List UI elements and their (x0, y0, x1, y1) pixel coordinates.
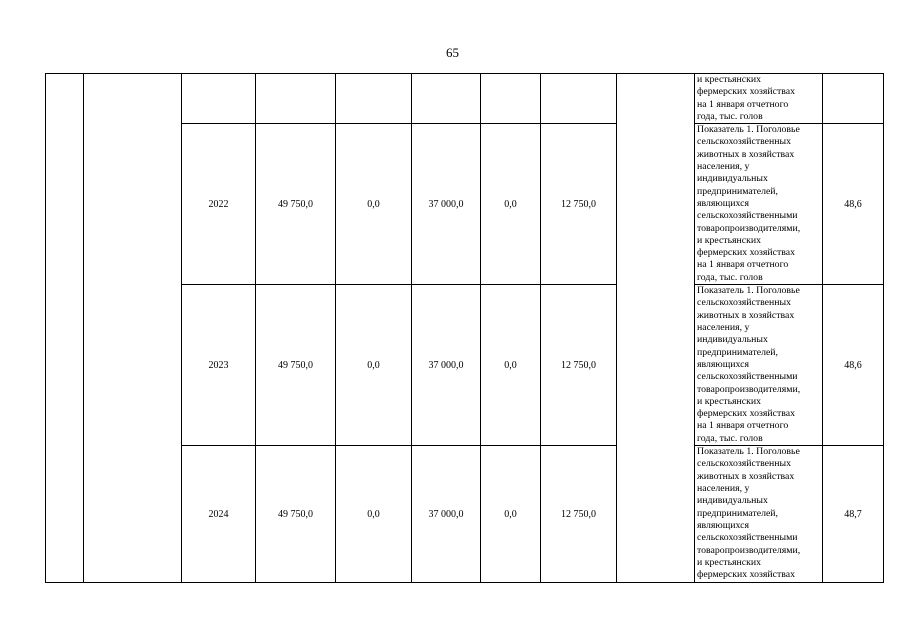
cell-regional-empty (412, 74, 481, 124)
table-row-continued (46, 74, 884, 124)
cell-indicator (695, 124, 823, 285)
cell-year: 2024 (182, 446, 256, 583)
cell-executor (617, 74, 695, 583)
cell-name (84, 74, 182, 583)
cell-other: 12 750,0 (541, 285, 617, 446)
cell-federal: 0,0 (336, 124, 412, 285)
page-number: 65 (446, 45, 459, 60)
cell-value: 48,6 (823, 285, 884, 446)
cell-federal-empty (336, 74, 412, 124)
cell-local: 0,0 (481, 124, 541, 285)
cell-total: 49 750,0 (256, 285, 336, 446)
cell-local: 0,0 (481, 446, 541, 583)
cell-other: 12 750,0 (541, 446, 617, 583)
cell-number (46, 74, 84, 583)
cell-indicator (695, 285, 823, 446)
cell-indicator-continued (695, 74, 823, 124)
cell-federal: 0,0 (336, 446, 412, 583)
program-table (45, 73, 884, 583)
cell-regional: 37 000,0 (412, 285, 481, 446)
indicator-text: Показатель 1. Поголовье сельскохозяйственных животных в хозяйствах населения, у индивидуальных предпринимателей, являющихся сельскохозяйственными товаропроизводителями, и крестьянских фермерских хозяйствах на 1 января отчетного года, тыс. голов (697, 124, 801, 283)
cell-value-empty (823, 74, 884, 124)
cell-other: 12 750,0 (541, 124, 617, 285)
cell-regional: 37 000,0 (412, 446, 481, 583)
cell-value: 48,7 (823, 446, 884, 583)
cell-year: 2022 (182, 124, 256, 285)
cell-total: 49 750,0 (256, 124, 336, 285)
cell-total: 49 750,0 (256, 446, 336, 583)
cell-year: 2023 (182, 285, 256, 446)
cell-local: 0,0 (481, 285, 541, 446)
cell-indicator (695, 446, 823, 583)
cell-year-empty (182, 74, 256, 124)
indicator-text: Показатель 1. Поголовье сельскохозяйственных животных в хозяйствах населения, у индивидуальных предпринимателей, являющихся сельскохозяйственными товаропроизводителями, и крестьянских фермерских хозяйствах на 1 января отчетного года, тыс. голов (697, 285, 801, 444)
indicator-text: и крестьянских фермерских хозяйствах на 1 января отчетного года, тыс. голов (697, 74, 796, 122)
cell-other-empty (541, 74, 617, 124)
cell-value: 48,6 (823, 124, 884, 285)
indicator-text: Показатель 1. Поголовье сельскохозяйственных животных в хозяйствах населения, у индивидуальных предпринимателей, являющихся сельскохозяйственными товаропроизводителями, и крестьянских фермерских хозяйствах (697, 446, 801, 581)
cell-regional: 37 000,0 (412, 124, 481, 285)
cell-local-empty (481, 74, 541, 124)
cell-federal: 0,0 (336, 285, 412, 446)
cell-total-empty (256, 74, 336, 124)
